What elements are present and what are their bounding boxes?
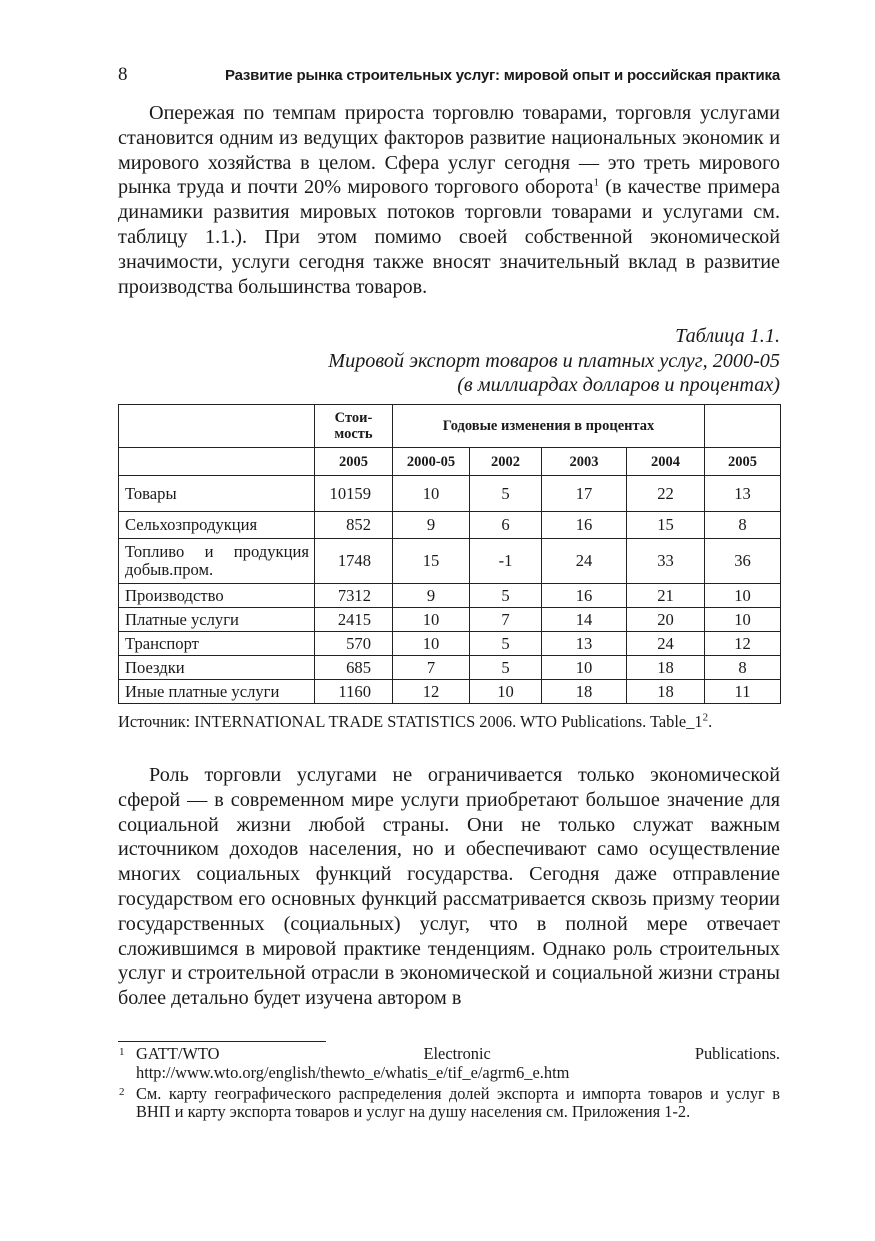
row-cell: 8 <box>705 512 781 539</box>
row-cell: 5 <box>470 476 542 512</box>
footnote-divider <box>118 1041 326 1042</box>
row-cell: 18 <box>542 680 627 704</box>
export-table <box>118 404 781 704</box>
running-title: Развитие рынка строительных услуг: мировой опыт и российская практика <box>224 67 780 84</box>
row-value: 10159 <box>315 476 393 512</box>
row-label: Товары <box>119 476 315 512</box>
row-cell: 7 <box>470 608 542 632</box>
row-label-line2: добыв.пром. <box>125 560 214 579</box>
table-caption <box>118 324 780 398</box>
table-row <box>119 632 781 656</box>
row-cell: 6 <box>470 512 542 539</box>
table-row <box>119 680 781 704</box>
row-cell: 8 <box>705 656 781 680</box>
row-label-line1: Топливо и продукция <box>125 542 309 561</box>
row-cell: 10 <box>705 608 781 632</box>
row-value: 2415 <box>315 608 393 632</box>
table-row <box>119 608 781 632</box>
row-cell: 14 <box>542 608 627 632</box>
footnote-mark: 1 <box>119 1046 125 1058</box>
page-number: 8 <box>118 64 128 85</box>
header-year: 2003 <box>542 448 627 476</box>
row-cell: 5 <box>470 584 542 608</box>
row-label: Производство <box>119 584 315 608</box>
row-cell: 13 <box>705 476 781 512</box>
row-cell: 5 <box>470 632 542 656</box>
header-empty-cell-2 <box>119 448 315 476</box>
table-row <box>119 512 781 539</box>
row-label: Платные услуги <box>119 608 315 632</box>
row-cell: -1 <box>470 539 542 584</box>
table-header-row-2 <box>119 448 781 476</box>
row-cell: 20 <box>627 608 705 632</box>
header-empty-cell <box>119 405 315 448</box>
row-value: 852 <box>315 512 393 539</box>
row-cell: 18 <box>627 680 705 704</box>
row-value: 570 <box>315 632 393 656</box>
row-cell: 9 <box>393 512 470 539</box>
table-row <box>119 539 781 584</box>
row-cell: 5 <box>470 656 542 680</box>
row-label: Транспорт <box>119 632 315 656</box>
row-cell: 10 <box>470 680 542 704</box>
row-value: 7312 <box>315 584 393 608</box>
table-units: (в миллиардах долларов и процентах) <box>457 374 780 397</box>
row-value: 1160 <box>315 680 393 704</box>
row-cell: 15 <box>393 539 470 584</box>
table-source <box>118 712 780 732</box>
row-value: 685 <box>315 656 393 680</box>
paragraph-1 <box>118 101 780 299</box>
footnote-2 <box>118 1085 780 1123</box>
footnote-text[interactable]: GATT/WTO Electronic Publications. http://www.wto.org/english/thewto_e/whatis_e/tif_e/agrm6_e.htm <box>136 1044 780 1082</box>
row-cell: 12 <box>705 632 781 656</box>
row-cell: 15 <box>627 512 705 539</box>
footnotes <box>118 1045 780 1124</box>
row-cell: 18 <box>627 656 705 680</box>
header-annual-changes: Годовые изменения в процентах <box>393 405 705 448</box>
row-cell: 13 <box>542 632 627 656</box>
row-cell: 7 <box>393 656 470 680</box>
row-cell: 10 <box>393 632 470 656</box>
table-title: Мировой экспорт товаров и платных услуг, 2000-05 <box>328 349 780 372</box>
table-number: Таблица 1.1. <box>675 325 780 347</box>
row-cell: 10 <box>705 584 781 608</box>
header-year: 2000-05 <box>393 448 470 476</box>
header-year: 2005 <box>315 448 393 476</box>
row-cell: 21 <box>627 584 705 608</box>
paragraph-1-text: Опережая по темпам прироста торговлю товарами, торговля услугами становится одним из ведущих факторов развитие национальных экономик и мирового хозяйства в целом. Сфера услуг сегодня — это треть мирового рынка труда и почти 20% мирового торгового оборота <box>118 102 780 199</box>
header-year: 2004 <box>627 448 705 476</box>
row-cell: 12 <box>393 680 470 704</box>
row-cell: 10 <box>542 656 627 680</box>
table-header-row-1 <box>119 405 781 448</box>
row-cell: 17 <box>542 476 627 512</box>
row-cell: 10 <box>393 476 470 512</box>
row-label: Поездки <box>119 656 315 680</box>
footnote-mark: 2 <box>119 1085 125 1098</box>
row-cell: 22 <box>627 476 705 512</box>
header-empty-cell-right <box>705 405 781 448</box>
footnote-ref-2[interactable]: 2 <box>702 711 709 724</box>
row-cell: 24 <box>542 539 627 584</box>
row-cell: 33 <box>627 539 705 584</box>
table-row <box>119 584 781 608</box>
table-row <box>119 476 781 512</box>
row-label: Сельхозпродукция <box>119 512 315 539</box>
footnote-text: См. карту географического распределения долей экспорта и импорта товаров и услуг в ВНП и карту экспорта товаров и услуг на душу населения см. Приложения 1-2. <box>136 1083 780 1122</box>
header-year: 2005 <box>705 448 781 476</box>
row-cell: 16 <box>542 584 627 608</box>
row-cell: 36 <box>705 539 781 584</box>
source-end: . <box>708 712 713 731</box>
row-label <box>119 539 315 584</box>
page-header <box>118 64 780 88</box>
row-cell: 24 <box>627 632 705 656</box>
footnote-1 <box>118 1045 780 1083</box>
row-label: Иные платные услуги <box>119 680 315 704</box>
table-row <box>119 656 781 680</box>
row-cell: 16 <box>542 512 627 539</box>
row-value: 1748 <box>315 539 393 584</box>
source-text: Источник: INTERNATIONAL TRADE STATISTICS 2006. WTO Publications. Table_1 <box>118 712 703 731</box>
header-value: Стои-мость <box>315 405 393 448</box>
row-cell: 9 <box>393 584 470 608</box>
paragraph-2: Роль торговли услугами не ограничивается только экономической сферой — в современном мире услуги приобретают большое значение для социальной жизни любой страны. Они не только служат важным источником доходов населения, но и обеспечивают само осуществление многих социальных функций государства. Сегодня даже отправление государством его основных функций рассматривается сквозь призму теории государственных (социальных) услуг, что в полной мере отвечает сложившимся в мировой практике тенденциям. Однако роль строительных услуг и строительной отрасли в экономической и социальной жизни страны более детально будет изучена автором в <box>118 764 780 1010</box>
paragraph-1-text-cont: (в качестве примера динамики развития мировых потоков торговли товарами и услугами см. таблицу 1.1.). При этом помимо своей собственной экономической значимости, услуги сегодня также вносят значительный вклад в развитие производства большинства товаров. <box>118 176 781 298</box>
header-year: 2002 <box>470 448 542 476</box>
footnote-ref-1[interactable]: 1 <box>593 176 599 189</box>
row-cell: 10 <box>393 608 470 632</box>
row-cell: 11 <box>705 680 781 704</box>
